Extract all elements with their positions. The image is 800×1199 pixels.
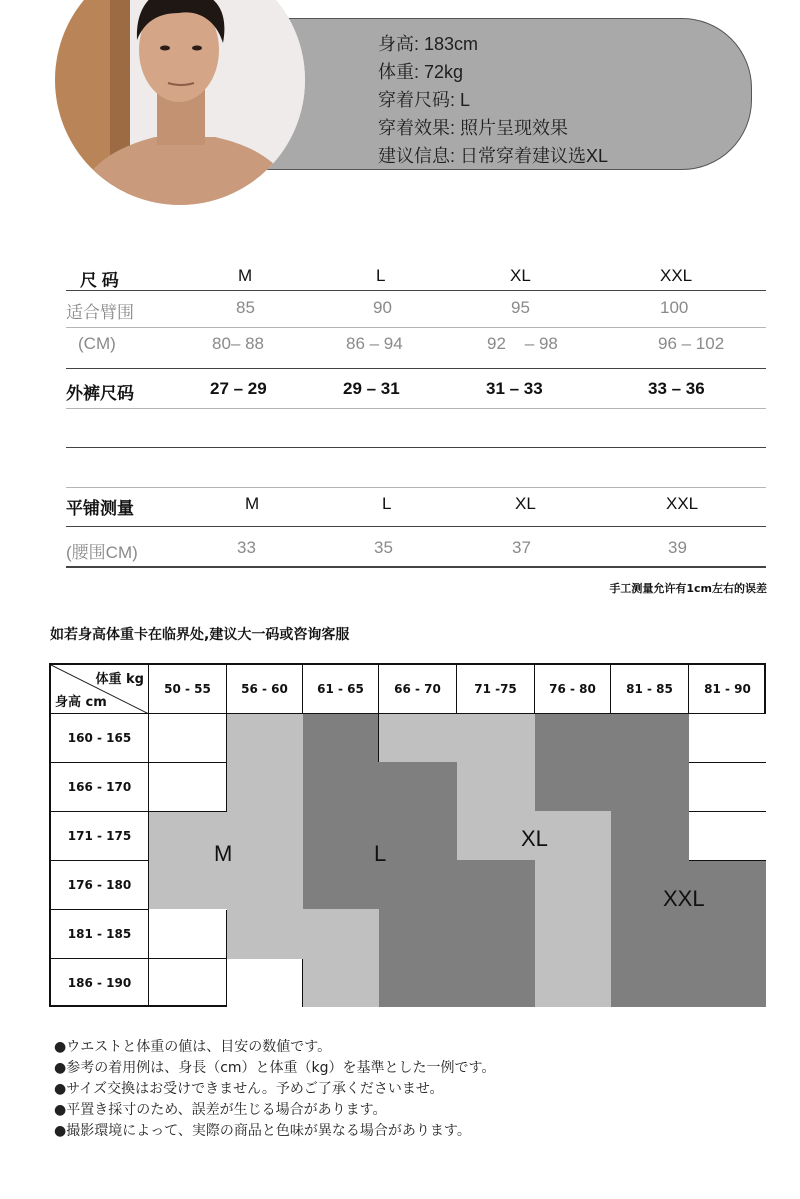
model-photo	[55, 0, 305, 205]
size-table-rule	[66, 290, 766, 291]
size-row3-m: 27 – 29	[210, 379, 267, 398]
model-suggestion: 建议信息: 日常穿着建议选XL	[378, 146, 609, 166]
flat-header-l: L	[382, 494, 392, 513]
size-label-xxl: XXL	[663, 886, 705, 911]
size-row2-l: 86 – 94	[346, 334, 403, 353]
empty-cell	[227, 959, 303, 1007]
flat-table-rule	[66, 526, 766, 527]
size-header-m: M	[238, 266, 253, 285]
weight-header: 81 - 85	[611, 665, 689, 714]
notes-list	[54, 1037, 495, 1142]
grid-title: 如若身高体重卡在临界处,建议大一码或咨询客服	[50, 627, 350, 643]
grid-line	[378, 714, 379, 762]
size-grid	[49, 663, 766, 1007]
size-table-rule	[66, 368, 766, 369]
size-label-l: L	[374, 841, 387, 866]
size-header-xl: XL	[510, 266, 531, 285]
model-info-lines	[378, 30, 608, 170]
weight-header: 76 - 80	[535, 665, 611, 714]
note-item: ●ウエストと体重の値は、目安の数値です。	[54, 1039, 332, 1055]
size-header-xxl: XXL	[660, 266, 693, 285]
flat-header-xxl: XXL	[666, 494, 699, 513]
size-row1-l: 90	[373, 298, 392, 317]
corner-weight-label: 体重 kg	[95, 672, 144, 687]
weight-header: 61 - 65	[303, 665, 379, 714]
model-effect: 穿着效果: 照片呈现效果	[378, 118, 569, 138]
size-row1-xl: 95	[511, 298, 530, 317]
flat-row1-xl: 37	[512, 538, 531, 557]
flat-row1-xxl: 39	[668, 538, 687, 557]
region-xxl	[689, 860, 766, 1007]
height-header: 166 - 170	[51, 763, 149, 812]
flat-table-rule	[66, 566, 766, 568]
height-header: 160 - 165	[51, 714, 149, 763]
size-row2-xl: 92 – 98	[487, 334, 558, 353]
height-header: 176 - 180	[51, 861, 149, 910]
tolerance-note: 手工测量允许有1cm左右的误差	[609, 582, 767, 595]
region-l	[457, 860, 535, 1007]
size-label-m: M	[214, 841, 233, 866]
flat-header-label: 平铺测量	[66, 499, 134, 518]
height-header: 186 - 190	[51, 959, 149, 1007]
region-l	[379, 762, 457, 1007]
size-table-rule	[66, 447, 766, 448]
height-header: 171 - 175	[51, 812, 149, 861]
empty-cell	[149, 959, 227, 1007]
weight-header: 81 - 90	[689, 665, 766, 714]
grid-corner	[51, 665, 149, 714]
note-item: ●撮影環境によって、実際の商品と色味が異なる場合があります。	[54, 1123, 471, 1139]
size-row2-xxl: 96 – 102	[658, 334, 725, 353]
note-item: ●サイズ交換はお受けできません。予めご了承くださいませ。	[54, 1081, 444, 1097]
size-row3-xl: 31 – 33	[486, 379, 543, 398]
size-row2-m: 80– 88	[212, 334, 264, 353]
flat-row1-label: (腰围CM)	[66, 543, 138, 562]
region-m	[303, 909, 379, 1007]
size-row2-label: (CM)	[78, 334, 116, 353]
weight-header: 66 - 70	[379, 665, 457, 714]
empty-cell	[689, 714, 766, 763]
size-row3-label: 外裤尺码	[66, 384, 134, 403]
flat-table-rule	[66, 487, 766, 488]
flat-row1-m: 33	[237, 538, 256, 557]
model-weight: 体重: 72kg	[378, 62, 464, 82]
region-xl	[379, 713, 535, 762]
region-l	[303, 713, 379, 909]
size-label-xl: XL	[521, 826, 548, 851]
size-table-rule	[66, 408, 766, 409]
empty-cell	[689, 763, 766, 812]
empty-cell	[149, 714, 227, 763]
size-row1-xxl: 100	[660, 298, 689, 317]
empty-cell	[149, 763, 227, 812]
flat-row1-l: 35	[374, 538, 393, 557]
size-row3-xxl: 33 – 36	[648, 379, 705, 398]
region-xxl	[535, 713, 689, 811]
size-header-l: L	[376, 266, 386, 285]
flat-header-m: M	[245, 494, 260, 513]
size-row1-label: 适合臂围	[66, 303, 134, 322]
height-header: 181 - 185	[51, 910, 149, 959]
size-row3-l: 29 – 31	[343, 379, 400, 398]
weight-header: 56 - 60	[227, 665, 303, 714]
weight-header: 50 - 55	[149, 665, 227, 714]
empty-cell	[149, 910, 227, 959]
corner-height-label: 身高 cm	[55, 695, 107, 710]
weight-header: 71 -75	[457, 665, 535, 714]
flat-header-xl: XL	[515, 494, 536, 513]
model-size: 穿着尺码: L	[378, 90, 471, 110]
empty-cell	[689, 812, 766, 861]
note-item: ●参考の着用例は、身長（cm）と体重（kg）を基準とした一例です。	[54, 1060, 496, 1076]
note-item: ●平置き採寸のため、誤差が生じる場合があります。	[54, 1102, 387, 1118]
size-row1-m: 85	[236, 298, 255, 317]
model-height: 身高: 183cm	[378, 34, 479, 54]
size-table-rule	[66, 327, 766, 328]
size-header-label: 尺 码	[80, 271, 119, 290]
